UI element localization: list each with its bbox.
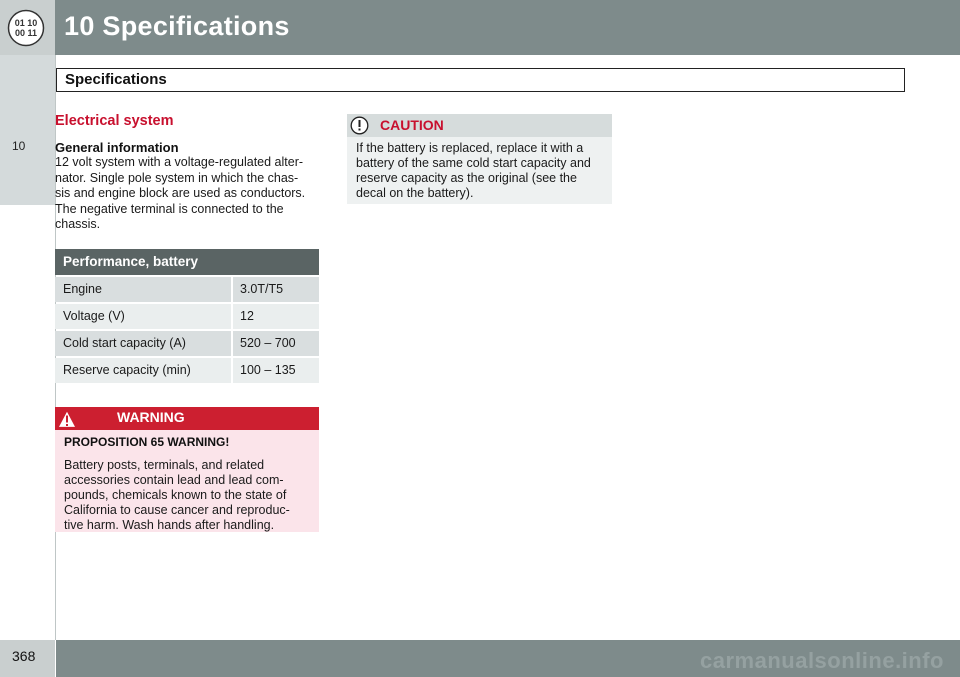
section-header — [56, 68, 905, 92]
row-label: Reserve capacity (min) — [55, 358, 231, 383]
badge-digits-top: 01 10 — [14, 18, 38, 28]
warning-line: Battery posts, terminals, and related — [64, 458, 265, 472]
row-value: 520 – 700 — [233, 331, 319, 356]
table-title: Performance, battery — [55, 249, 319, 275]
warning-line: California to cause cancer and reproduc- — [64, 503, 290, 517]
chapter-tab-number: 10 — [12, 139, 26, 153]
caution-box — [347, 114, 612, 204]
warning-label: WARNING — [117, 409, 185, 425]
chapter-tab — [0, 55, 55, 205]
warning-line: accessories contain lead and lead com- — [64, 473, 284, 487]
body-line: nator. Single pole system in which the chas- — [55, 170, 299, 185]
table-row — [55, 358, 319, 383]
body-line: 12 volt system with a voltage-regulated alter- — [55, 155, 304, 169]
warning-text — [64, 458, 314, 533]
table-row — [55, 304, 319, 329]
watermark: carmanualsonline.info — [700, 648, 944, 673]
warning-header — [55, 407, 319, 430]
body-line: sis and engine block are used as conductors. — [55, 186, 306, 200]
row-label: Voltage (V) — [55, 304, 231, 329]
electrical-body — [55, 155, 325, 233]
page-number: 368 — [12, 648, 36, 664]
row-value: 100 – 135 — [233, 358, 319, 383]
warning-line: pounds, chemicals known to the state of — [64, 488, 287, 502]
body-line: The negative terminal is connected to the — [55, 201, 284, 216]
row-value: 12 — [233, 304, 319, 329]
caution-line: decal on the battery). — [356, 186, 474, 200]
body-line: chassis. — [55, 217, 101, 231]
warning-triangle-icon — [57, 409, 77, 429]
table-row — [55, 277, 319, 302]
caution-line: If the battery is replaced, replace it with a — [356, 141, 584, 155]
section-title: Specifications — [65, 71, 167, 88]
table-row — [55, 331, 319, 356]
warning-title: PROPOSITION 65 WARNING! — [64, 435, 230, 449]
caution-header — [347, 114, 612, 137]
row-label: Engine — [55, 277, 231, 302]
exclamation-circle-icon — [350, 116, 369, 135]
general-info-heading: General information — [55, 140, 179, 155]
caution-label: CAUTION — [380, 117, 444, 133]
header-badge — [0, 0, 55, 55]
warning-box — [55, 407, 319, 532]
caution-text — [356, 141, 608, 201]
electrical-heading: Electrical system — [55, 113, 174, 129]
caution-line: reserve capacity as the original (see the — [356, 171, 577, 185]
chapter-badge-icon — [7, 9, 45, 47]
caution-line: battery of the same cold start capacity and — [356, 156, 591, 170]
row-value: 3.0T/T5 — [233, 277, 319, 302]
badge-digits-bottom: 00 11 — [14, 28, 38, 38]
warning-line: tive harm. Wash hands after handling. — [64, 518, 275, 532]
battery-table — [55, 249, 319, 383]
chapter-title: 10 Specifications — [64, 11, 290, 41]
row-label: Cold start capacity (A) — [55, 331, 231, 356]
